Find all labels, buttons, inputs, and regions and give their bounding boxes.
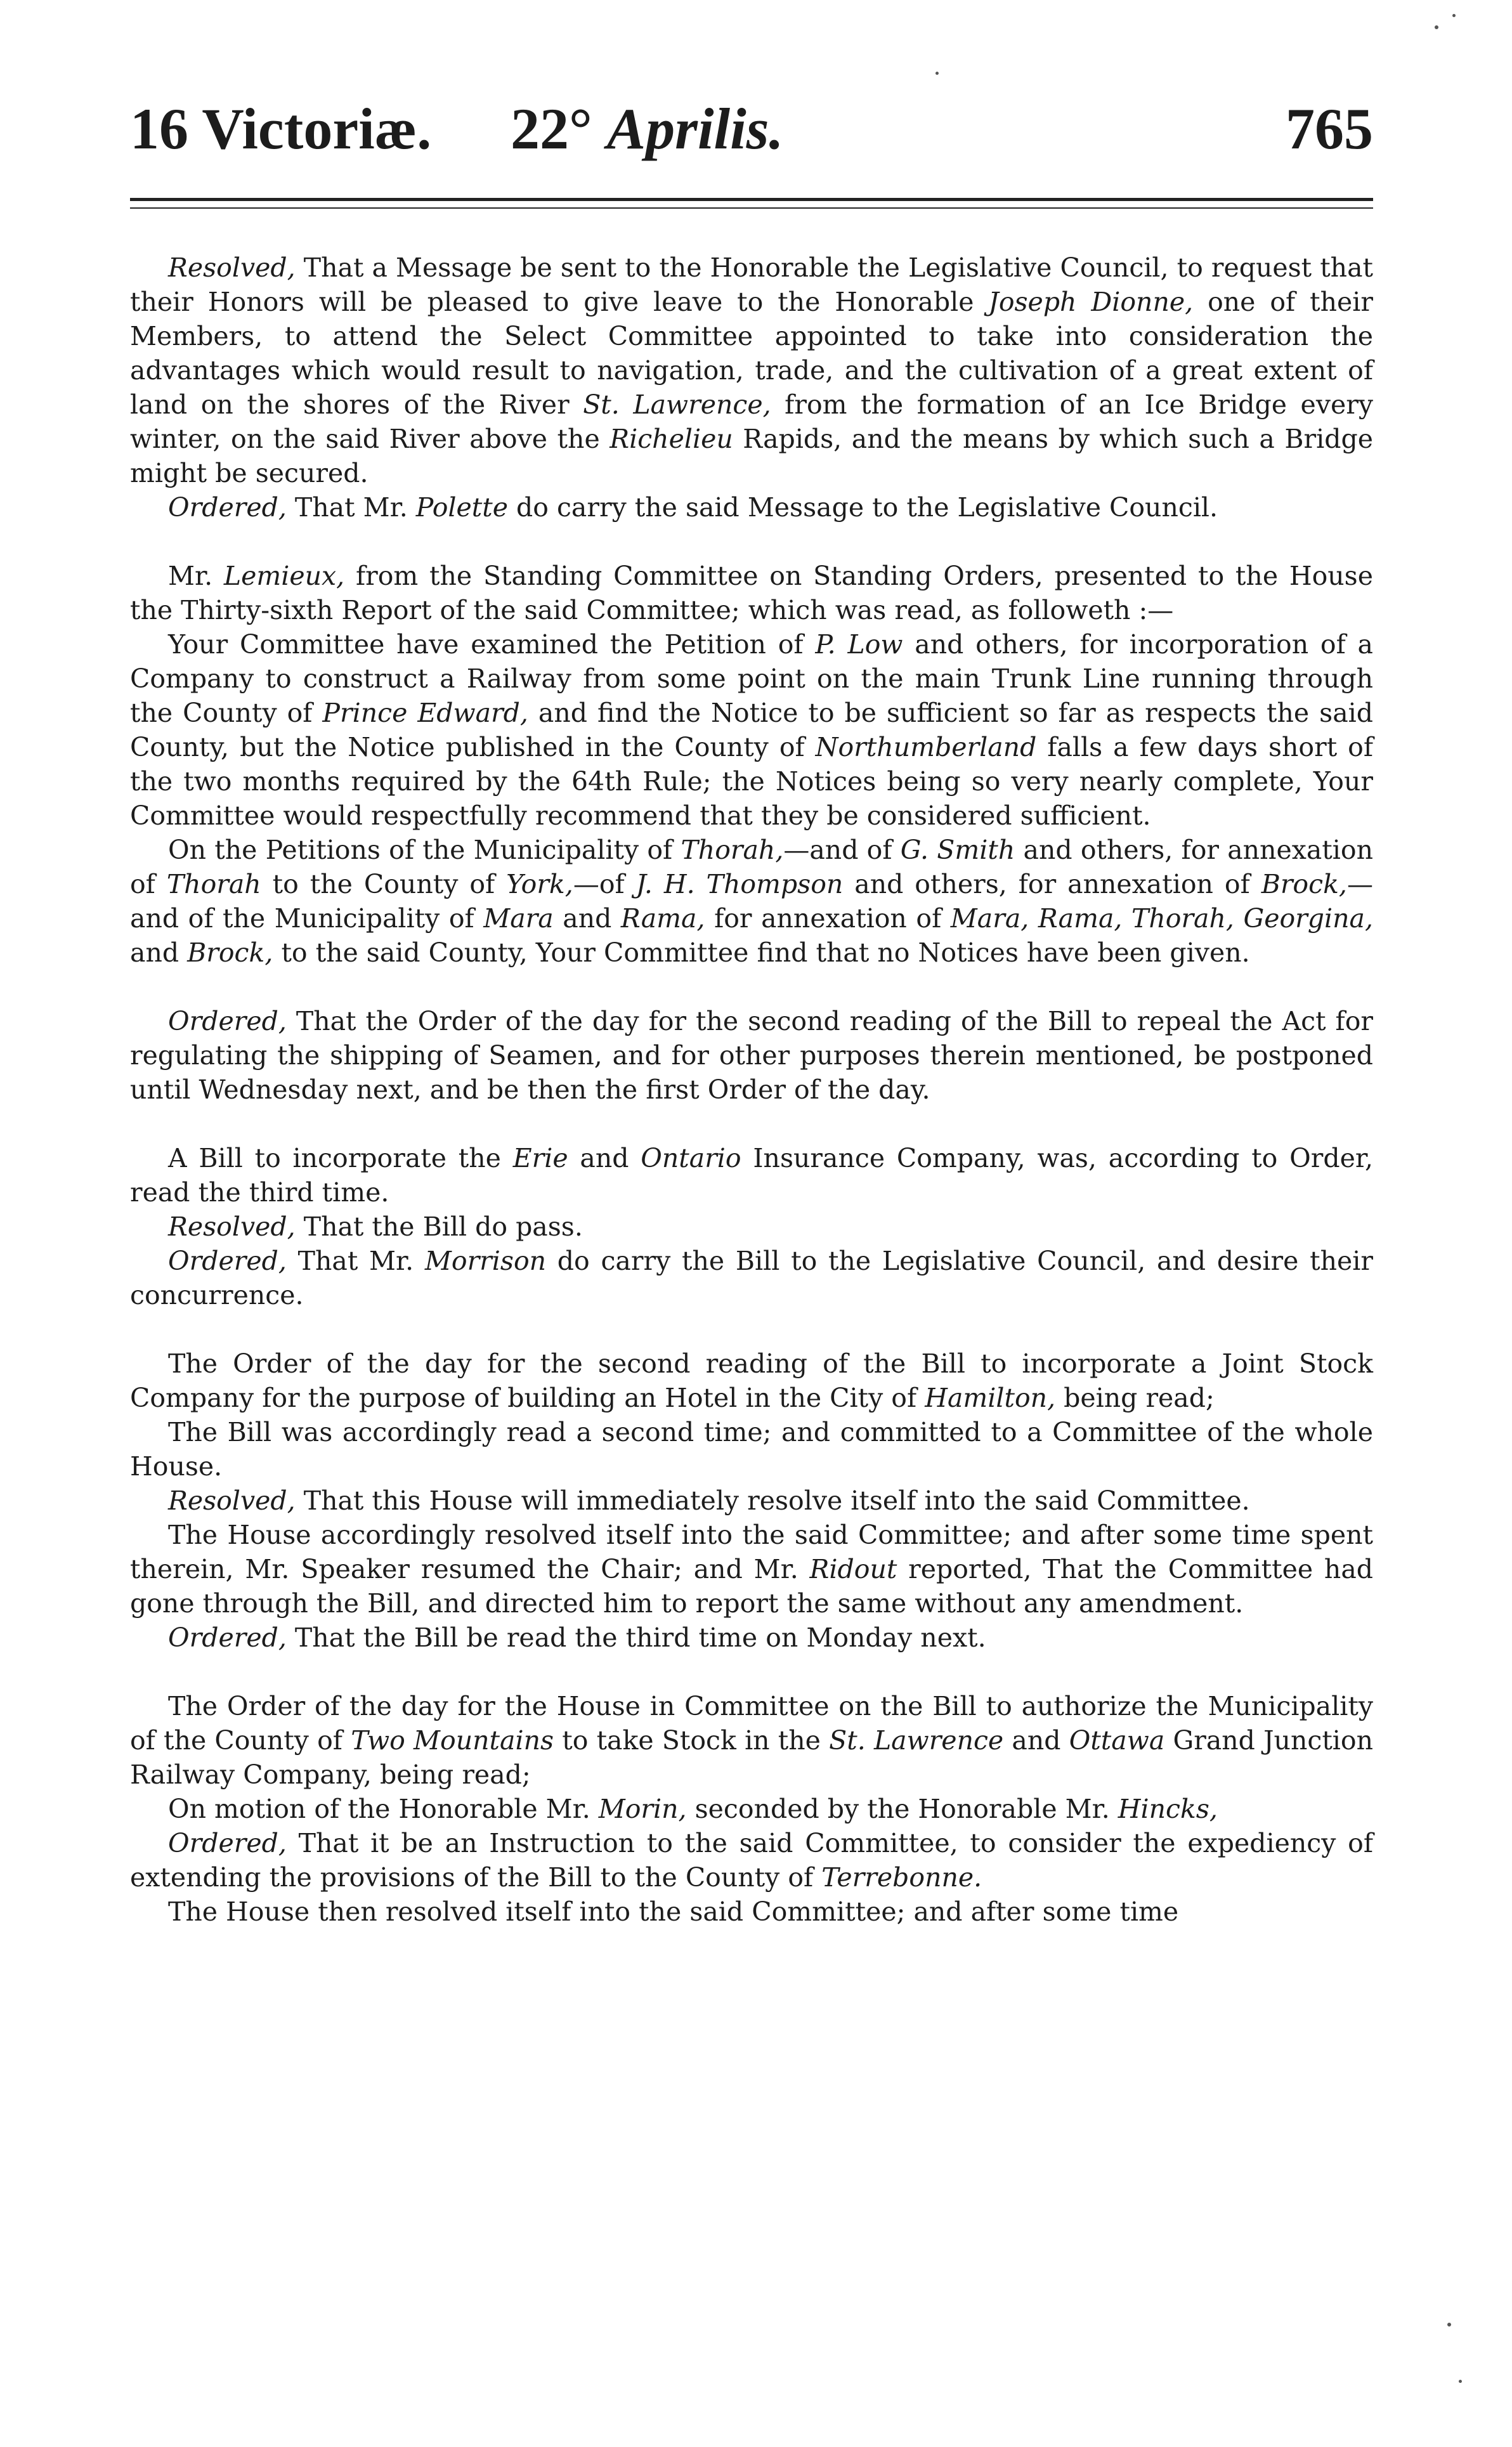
text: That Mr. xyxy=(286,1246,425,1276)
italic-text: Ordered, xyxy=(168,1246,287,1276)
text: do carry the said Message to the Legislative Council. xyxy=(507,492,1218,523)
text: That the Order of the day for the second reading of the Bill to repeal the Act for regulating the shipping of Seamen, and for other purposes therein mentioned, be postponed until Wednesday next, and be then the first Order of the day. xyxy=(130,1006,1373,1105)
text: That the Bill be read the third time on Monday next. xyxy=(286,1622,986,1653)
italic-text: Hamilton, xyxy=(925,1383,1056,1413)
text: A Bill to incorporate the xyxy=(168,1143,513,1173)
text: and find the Notice to be sufficient so far as respects the said County, but the Notice published in the County of xyxy=(130,698,1373,762)
italic-text: G. Smith xyxy=(900,835,1015,865)
text: The House accordingly resolved itself into the said Committee; and after some time spent therein, Mr. Speaker resumed the Chair; and Mr. xyxy=(130,1520,1373,1584)
text: falls a few days short of the two months required by the 64th Rule; the Notices being so very nearly complete, Your Committee would respectfully recommend that they be considered sufficient. xyxy=(130,732,1374,831)
italic-text: Hincks, xyxy=(1118,1794,1218,1824)
italic-text: Ordered, xyxy=(168,1828,287,1858)
paragraph xyxy=(130,559,1373,627)
page-number: 765 xyxy=(1286,96,1373,161)
italic-text: St. Lawrence, xyxy=(583,389,771,420)
text: That the Bill do pass. xyxy=(295,1211,583,1242)
italic-text: Two Mountains xyxy=(351,1725,554,1756)
paragraph xyxy=(130,1895,1373,1929)
text: Insurance Company, was, according to Order, read the third time. xyxy=(130,1143,1373,1208)
paragraph xyxy=(130,1141,1373,1210)
italic-text: Joseph Dionne, xyxy=(988,287,1194,317)
text: That this House will immediately resolve itself into the said Committee. xyxy=(295,1485,1250,1516)
text: to the County of xyxy=(261,869,507,899)
text: —and of the Municipality of xyxy=(130,869,1373,934)
text: reported, That the Committee had gone through the Bill, and directed him to report the same without any amendment. xyxy=(130,1554,1374,1619)
italic-text: St. Lawrence xyxy=(829,1725,1004,1756)
paragraph xyxy=(130,1347,1373,1415)
italic-text: Lemieux, xyxy=(223,561,345,591)
text: one of their Members, to attend the Select Committee appointed to take into consideration the advantages which would result to navigation, trade, and the cultivation of a great extent of land on the shores of the River xyxy=(130,287,1373,420)
italic-text: Mara xyxy=(483,903,554,934)
paragraph xyxy=(130,1210,1373,1244)
text: and others, for incorporation of a Company to construct a Railway from some point on the main Trunk Line running through the County of xyxy=(130,629,1373,728)
text: —and of xyxy=(783,835,901,865)
paragraph xyxy=(130,1689,1373,1792)
paragraph xyxy=(130,1484,1373,1518)
text: That a Message be sent to the Honorable the Legislative Council, to request that their Honors will be pleased to give leave to the Honorable xyxy=(130,252,1373,317)
italic-text: Prince Edward, xyxy=(322,698,528,728)
text: from the Standing Committee on Standing Orders, presented to the House the Thirty-sixth Report of the said Committee; which was read, as followeth :— xyxy=(130,561,1373,625)
italic-text: Polette xyxy=(415,492,508,523)
italic-text: Ordered, xyxy=(168,1006,287,1036)
italic-text: Brock, xyxy=(1261,869,1347,899)
paragraph xyxy=(130,251,1373,490)
page-header xyxy=(130,94,1373,164)
italic-text: Resolved, xyxy=(168,1211,296,1242)
text: being read; xyxy=(1055,1383,1215,1413)
text: seconded by the Honorable Mr. xyxy=(686,1794,1118,1824)
italic-text: Rama, xyxy=(620,903,705,934)
text: for annexation of xyxy=(705,903,951,934)
italic-text: P. Low xyxy=(815,629,903,660)
italic-text: Thorah xyxy=(166,869,261,899)
paragraph xyxy=(130,1415,1373,1484)
italic-text: Thorah, xyxy=(681,835,784,865)
paragraph xyxy=(130,1244,1373,1312)
italic-text: Resolved, xyxy=(168,252,296,283)
italic-text: Ottawa xyxy=(1069,1725,1165,1756)
text: On motion of the Honorable Mr. xyxy=(168,1794,599,1824)
text: and xyxy=(1003,1725,1069,1756)
italic-text: York, xyxy=(506,869,573,899)
paragraph xyxy=(130,1621,1373,1655)
text: and others, for annexation of xyxy=(843,869,1261,899)
italic-text: Ordered, xyxy=(168,1622,287,1653)
text: On the Petitions of the Municipality of xyxy=(168,835,681,865)
paragraph xyxy=(130,490,1373,525)
header-rule-thin xyxy=(130,207,1373,209)
paragraph xyxy=(130,1826,1373,1895)
italic-text: Morin, xyxy=(598,1794,687,1824)
text: to take Stock in the xyxy=(554,1725,830,1756)
italic-text: Ridout xyxy=(809,1554,897,1584)
header-regnal-year: 16 Victoriæ. xyxy=(130,96,432,161)
paragraph xyxy=(130,1792,1373,1826)
italic-text: Erie xyxy=(512,1143,568,1173)
header-rule-thick xyxy=(130,198,1373,201)
text: and xyxy=(568,1143,641,1173)
header-day: 22° xyxy=(511,96,592,161)
text: and xyxy=(553,903,621,934)
text: and others, for annexation of xyxy=(130,835,1373,899)
text: The Order of the day for the House in Committee on the Bill to authorize the Municipality of the County of xyxy=(130,1691,1373,1756)
paragraph xyxy=(130,627,1373,833)
italic-text: Morrison xyxy=(424,1246,547,1276)
paragraph xyxy=(130,833,1373,970)
italic-text: J. H. Thompson xyxy=(635,869,844,899)
paragraph xyxy=(130,1518,1373,1621)
italic-text: Mara, Rama, Thorah, Georgina, xyxy=(950,903,1374,934)
text: Your Committee have examined the Petition of xyxy=(168,629,816,660)
text: Rapids, and the means by which such a Bridge might be secured. xyxy=(130,424,1373,488)
text: do carry the Bill to the Legislative Council, and desire their concurrence. xyxy=(130,1246,1373,1310)
text: The House then resolved itself into the said Committee; and after some time xyxy=(168,1896,1179,1927)
text: The Bill was accordingly read a second time; and committed to a Committee of the whole House. xyxy=(130,1417,1373,1482)
paragraph xyxy=(130,1004,1373,1107)
italic-text: Brock, xyxy=(187,937,273,968)
text: That it be an Instruction to the said Committee, to consider the expediency of extending the provisions of the Bill to the County of xyxy=(130,1828,1373,1893)
italic-text: Resolved, xyxy=(168,1485,296,1516)
text: and xyxy=(130,937,188,968)
italic-text: Ontario xyxy=(641,1143,741,1173)
text: from the formation of an Ice Bridge every winter, on the said River above the xyxy=(130,389,1374,454)
header-month: Aprilis. xyxy=(606,96,784,161)
italic-text: Richelieu xyxy=(609,424,733,454)
journal-body xyxy=(130,251,1373,1929)
header-date xyxy=(511,94,783,164)
text: to the said County, Your Committee find that no Notices have been given. xyxy=(273,937,1250,968)
text: That Mr. xyxy=(286,492,416,523)
text: —of xyxy=(573,869,636,899)
text: Grand Junction Railway Company, being read; xyxy=(130,1725,1374,1790)
text: Mr. xyxy=(168,561,224,591)
document-page xyxy=(130,0,1373,2447)
text: The Order of the day for the second reading of the Bill to incorporate a Joint Stock Company for the purpose of building an Hotel in the City of xyxy=(130,1348,1373,1413)
italic-text: Terrebonne. xyxy=(821,1862,982,1893)
italic-text: Ordered, xyxy=(168,492,287,523)
italic-text: Northumberland xyxy=(815,732,1037,762)
